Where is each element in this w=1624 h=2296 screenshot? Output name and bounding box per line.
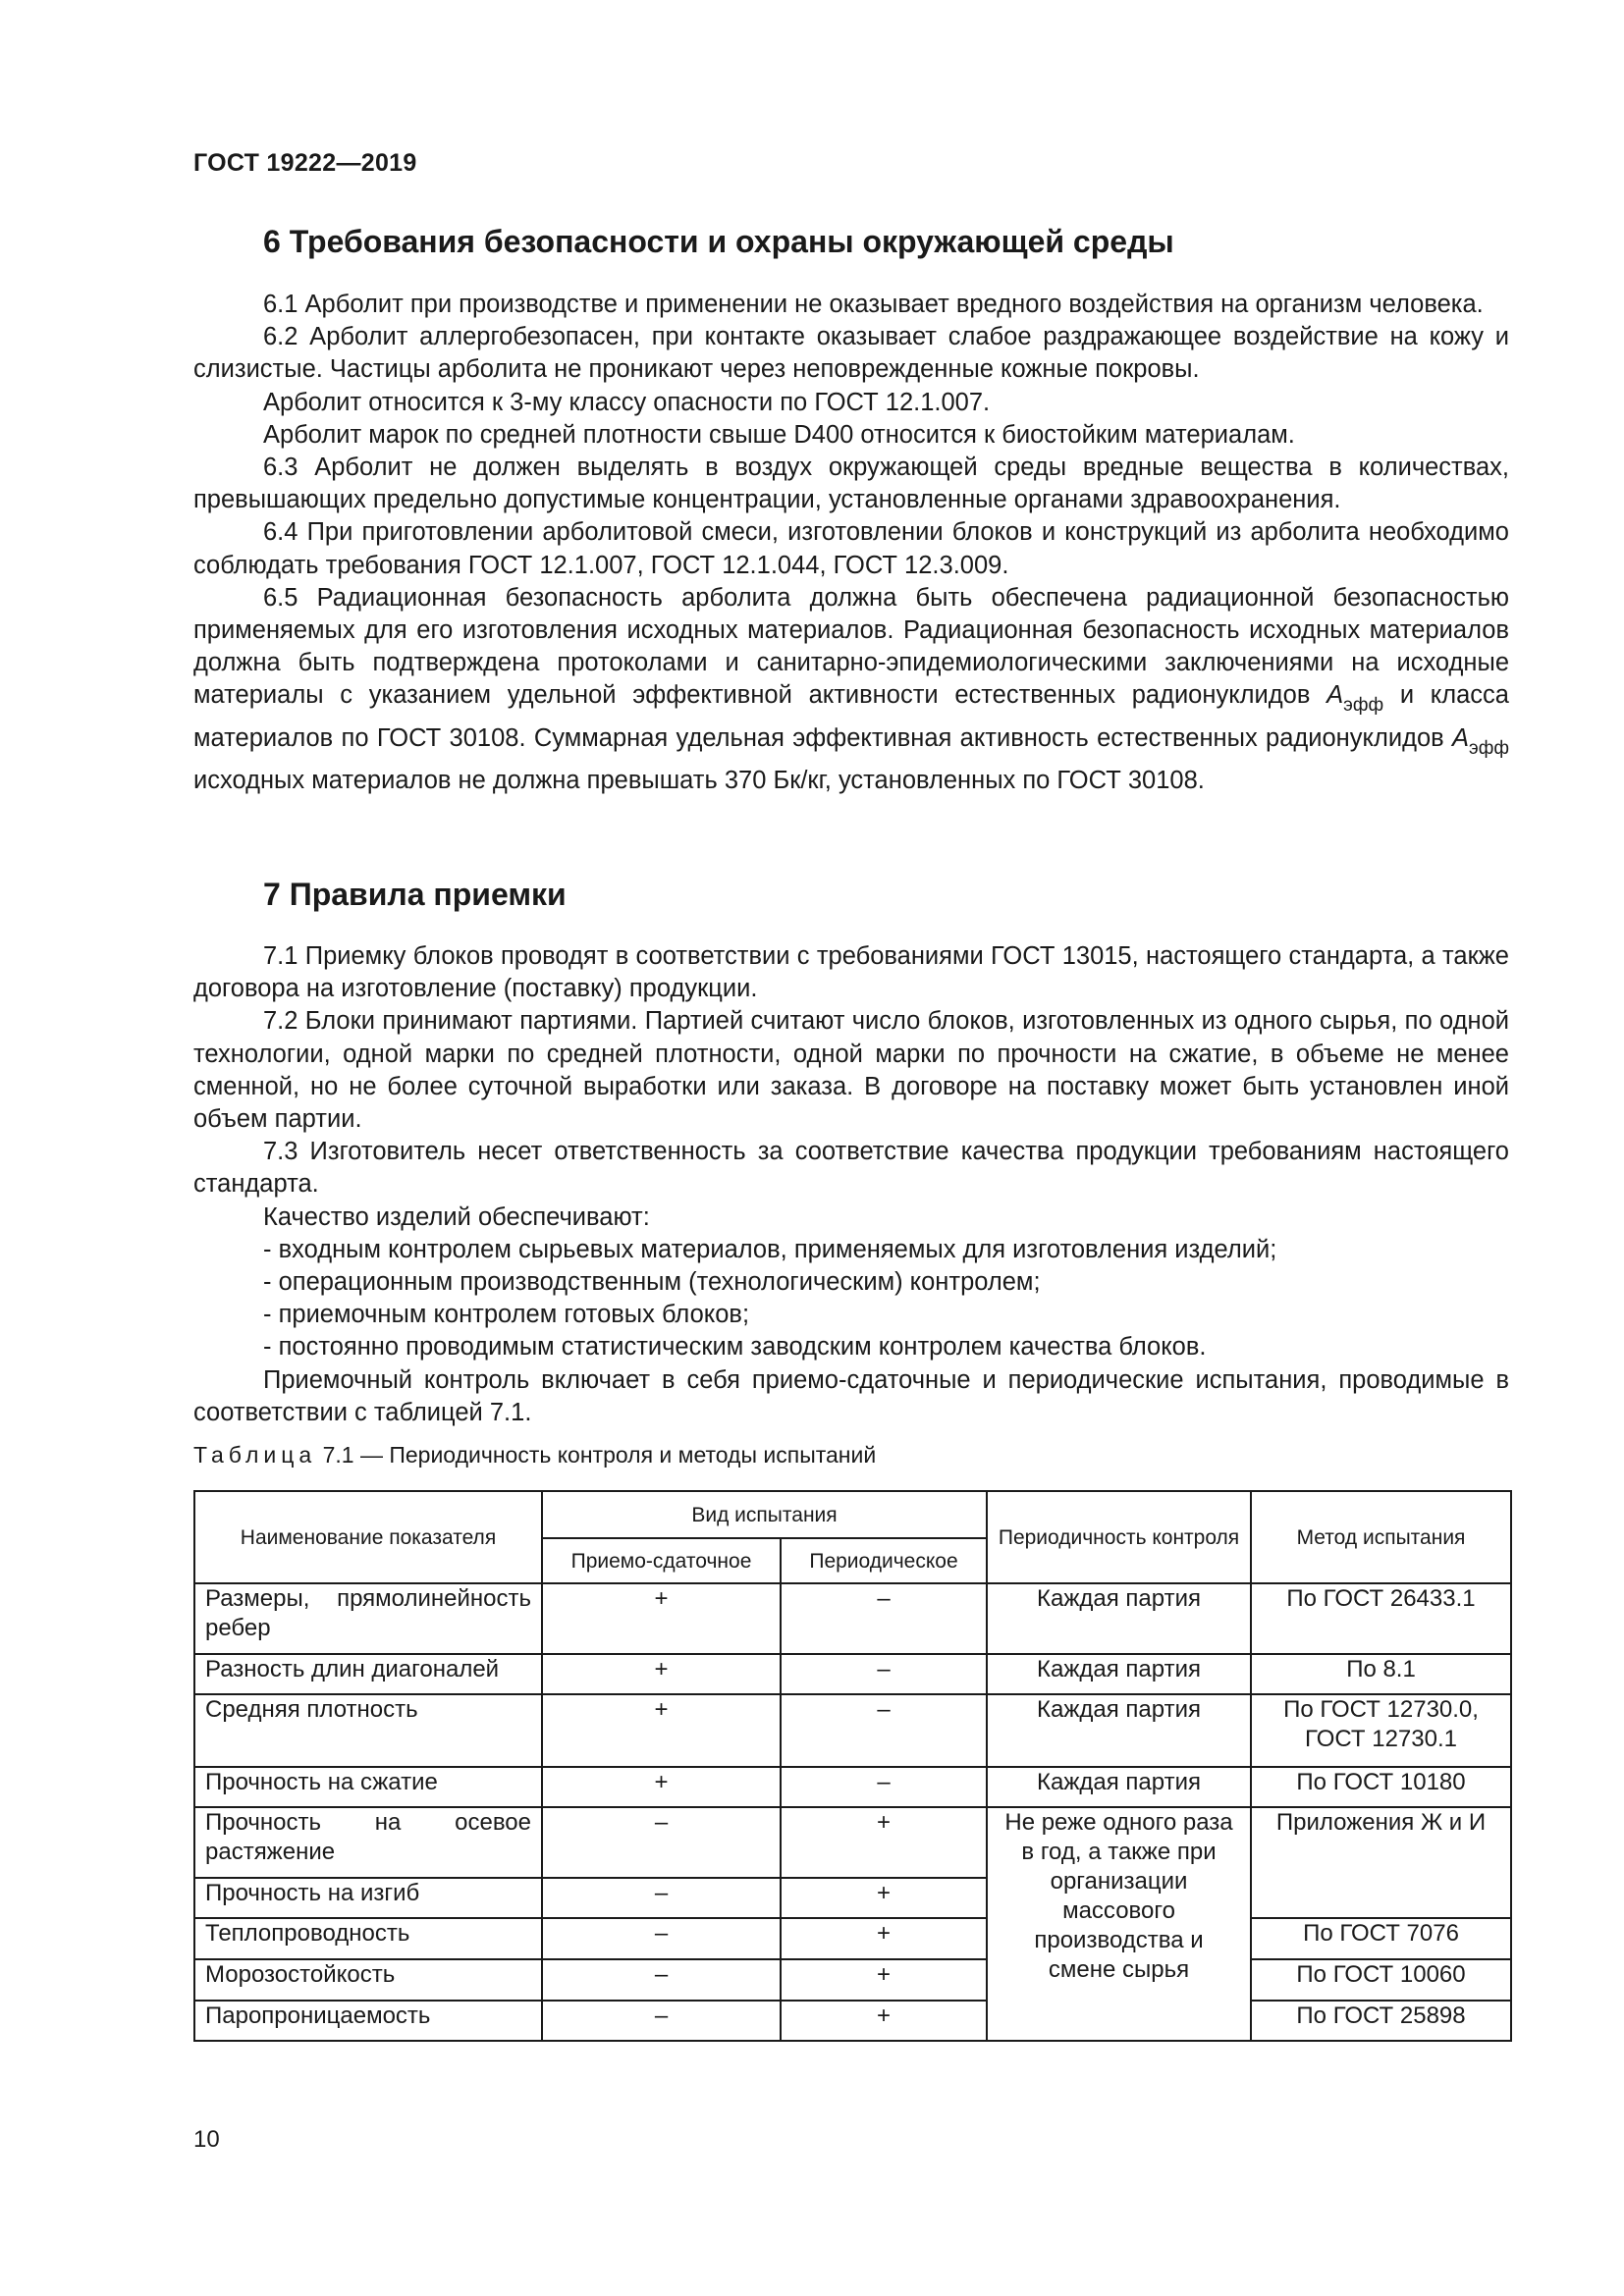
row-periodic: – xyxy=(781,1583,987,1654)
table-caption xyxy=(193,1442,876,1468)
row-periodic: + xyxy=(781,1918,987,1959)
paragraph-acceptance-control: Приемочный контроль включает в себя приемо-сдаточные и периодические испытания, проводимые в соответствии с таблицей 7.1. xyxy=(193,1365,1509,1426)
activity-symbol: A xyxy=(1452,723,1470,752)
row-frequency: Каждая партия xyxy=(987,1767,1251,1807)
list-item: - входным контролем сырьевых материалов, применяемых для изготовления изделий; xyxy=(263,1235,1277,1263)
paragraph-quality-intro: Качество изделий обеспечивают: xyxy=(263,1202,650,1231)
merged-method-cell: Приложения Ж и И xyxy=(1251,1807,1511,1918)
table-row xyxy=(194,1959,1511,2001)
row-periodic: + xyxy=(781,1807,987,1878)
row-acceptance: + xyxy=(542,1654,781,1694)
row-method: По ГОСТ 10180 xyxy=(1251,1767,1511,1807)
table-row xyxy=(194,1807,1511,1878)
paragraph-6-3: 6.3 Арболит не должен выделять в воздух окружающей среды вредные вещества в количествах, превышающих предельно допустимые концентрации, установленные органами здравоохранения. xyxy=(193,454,1509,514)
activity-symbol: A xyxy=(1326,681,1344,710)
row-acceptance: – xyxy=(542,1959,781,2001)
header-name: Наименование показателя xyxy=(194,1491,542,1583)
table-row xyxy=(194,1694,1511,1767)
table-row xyxy=(194,2001,1511,2041)
table-caption-text: 7.1 — Периодичность контроля и методы испытаний xyxy=(316,1442,877,1468)
row-acceptance: + xyxy=(542,1694,781,1767)
row-acceptance: + xyxy=(542,1767,781,1807)
row-method: По ГОСТ 26433.1 xyxy=(1251,1583,1511,1654)
row-acceptance: – xyxy=(542,1807,781,1878)
paragraph-hazard-class: Арболит относится к 3-му классу опасности по ГОСТ 12.1.007. xyxy=(263,388,991,416)
activity-subscript: эфф xyxy=(1343,695,1384,717)
header-test-type: Вид испытания xyxy=(542,1491,987,1538)
row-name: Теплопроводность xyxy=(194,1918,542,1959)
row-name: Морозостойкость xyxy=(194,1959,542,2001)
paragraph-7-2: 7.2 Блоки принимают партиями. Партией считают число блоков, изготовленных из одного сырья, по одной технологии, одной марки по средней плотности, одной марки по прочности на сжатие, в объеме не менее сменной, но не более суточной выработки или заказа. В договоре на поставку может быть установлен иной объем партии. xyxy=(193,1007,1509,1134)
paragraph-7-3: 7.3 Изготовитель несет ответственность за соответствие качества продукции требованиям настоящего стандарта. xyxy=(193,1138,1509,1199)
list-item: - операционным производственным (технологическим) контролем; xyxy=(263,1268,1041,1297)
paragraph-6-5 xyxy=(193,582,1509,797)
row-method: По ГОСТ 7076 xyxy=(1251,1918,1511,1959)
inspection-table xyxy=(193,1490,1512,2042)
row-periodic: + xyxy=(781,1878,987,1918)
header-acceptance: Приемо-сдаточное xyxy=(542,1538,781,1583)
row-acceptance: + xyxy=(542,1583,781,1654)
p65-text-1: 6.5 Радиационная безопасность арболита должна быть обеспечена радиационной безопасностью применяемых для его изготовления исходных материалов. Радиационная безопасность исходных материалов должна быть подтверждена протоколами и санитарно-эпидемиологическими заключениями на исходные материалы с указанием удельной эффективной активности естественных радионуклидов xyxy=(193,583,1509,710)
activity-subscript: эфф xyxy=(1469,737,1509,759)
row-periodic: + xyxy=(781,1959,987,2001)
row-name: Прочность на сжатие xyxy=(194,1767,542,1807)
row-name: Прочность на изгиб xyxy=(194,1878,542,1918)
table-row xyxy=(194,1767,1511,1807)
row-periodic: + xyxy=(781,2001,987,2041)
row-periodic: – xyxy=(781,1654,987,1694)
row-method: По ГОСТ 12730.0, ГОСТ 12730.1 xyxy=(1251,1694,1511,1767)
paragraph-6-4: 6.4 При приготовлении арболитовой смеси, изготовлении блоков и конструкций из арболита необходимо соблюдать требования ГОСТ 12.1.007, ГОСТ 12.1.044, ГОСТ 12.3.009. xyxy=(193,518,1509,579)
table-row xyxy=(194,1654,1511,1694)
list-item: - постоянно проводимым статистическим заводским контролем качества блоков. xyxy=(263,1333,1207,1362)
row-name: Паропроницаемость xyxy=(194,2001,542,2041)
page-number: 10 xyxy=(193,2126,220,2153)
row-acceptance: – xyxy=(542,1918,781,1959)
table-caption-label: Таблица xyxy=(193,1442,317,1468)
p65-text-2: и класса материалов по ГОСТ 30108. Суммарная удельная эффективная активность естественных радионуклидов xyxy=(193,681,1509,752)
row-method: По ГОСТ 10060 xyxy=(1251,1959,1511,2001)
merged-frequency-cell: Не реже одного раза в год, а также при организации массового производства и смене сырья xyxy=(987,1807,1251,2041)
p65-text-3: исходных материалов не должна превышать 370 Бк/кг, установленных по ГОСТ 30108. xyxy=(193,766,1205,794)
paragraph-biostability: Арболит марок по средней плотности свыше D400 относится к биостойким материалам. xyxy=(263,420,1295,449)
section-6-title: 6 Требования безопасности и охраны окружающей среды xyxy=(263,224,1174,259)
table-row xyxy=(194,1583,1511,1654)
row-method: По ГОСТ 25898 xyxy=(1251,2001,1511,2041)
section-7-title: 7 Правила приемки xyxy=(263,877,567,912)
row-frequency: Каждая партия xyxy=(987,1654,1251,1694)
row-periodic: – xyxy=(781,1694,987,1767)
table-row xyxy=(194,1918,1511,1959)
row-name: Разность длин диагоналей xyxy=(194,1654,542,1694)
header-periodic: Периодическое xyxy=(781,1538,987,1583)
row-frequency: Каждая партия xyxy=(987,1694,1251,1767)
section-6-body xyxy=(193,289,1509,797)
row-acceptance: – xyxy=(542,1878,781,1918)
row-name: Размеры, прямолинейность ребер xyxy=(194,1583,542,1654)
row-frequency: Каждая партия xyxy=(987,1583,1251,1654)
list-item: - приемочным контролем готовых блоков; xyxy=(263,1301,750,1329)
section-7-body xyxy=(193,940,1509,1429)
header-method: Метод испытания xyxy=(1251,1491,1511,1583)
row-acceptance: – xyxy=(542,2001,781,2041)
paragraph-6-1: 6.1 Арболит при производстве и применении не оказывает вредного воздействия на организм человека. xyxy=(263,291,1484,318)
document-code: ГОСТ 19222—2019 xyxy=(193,149,417,177)
row-name: Прочность на осевое растяжение xyxy=(194,1807,542,1878)
paragraph-6-2: 6.2 Арболит аллергобезопасен, при контакте оказывает слабое раздражающее воздействие на кожу и слизистые. Частицы арболита не проникают через неповрежденные кожные покровы. xyxy=(193,323,1509,384)
row-method: По 8.1 xyxy=(1251,1654,1511,1694)
paragraph-7-1: 7.1 Приемку блоков проводят в соответствии с требованиями ГОСТ 13015, настоящего стандарта, а также договора на изготовление (поставку) продукции. xyxy=(193,942,1509,1003)
row-name: Средняя плотность xyxy=(194,1694,542,1767)
row-periodic: – xyxy=(781,1767,987,1807)
header-frequency: Периодичность контроля xyxy=(987,1491,1251,1583)
